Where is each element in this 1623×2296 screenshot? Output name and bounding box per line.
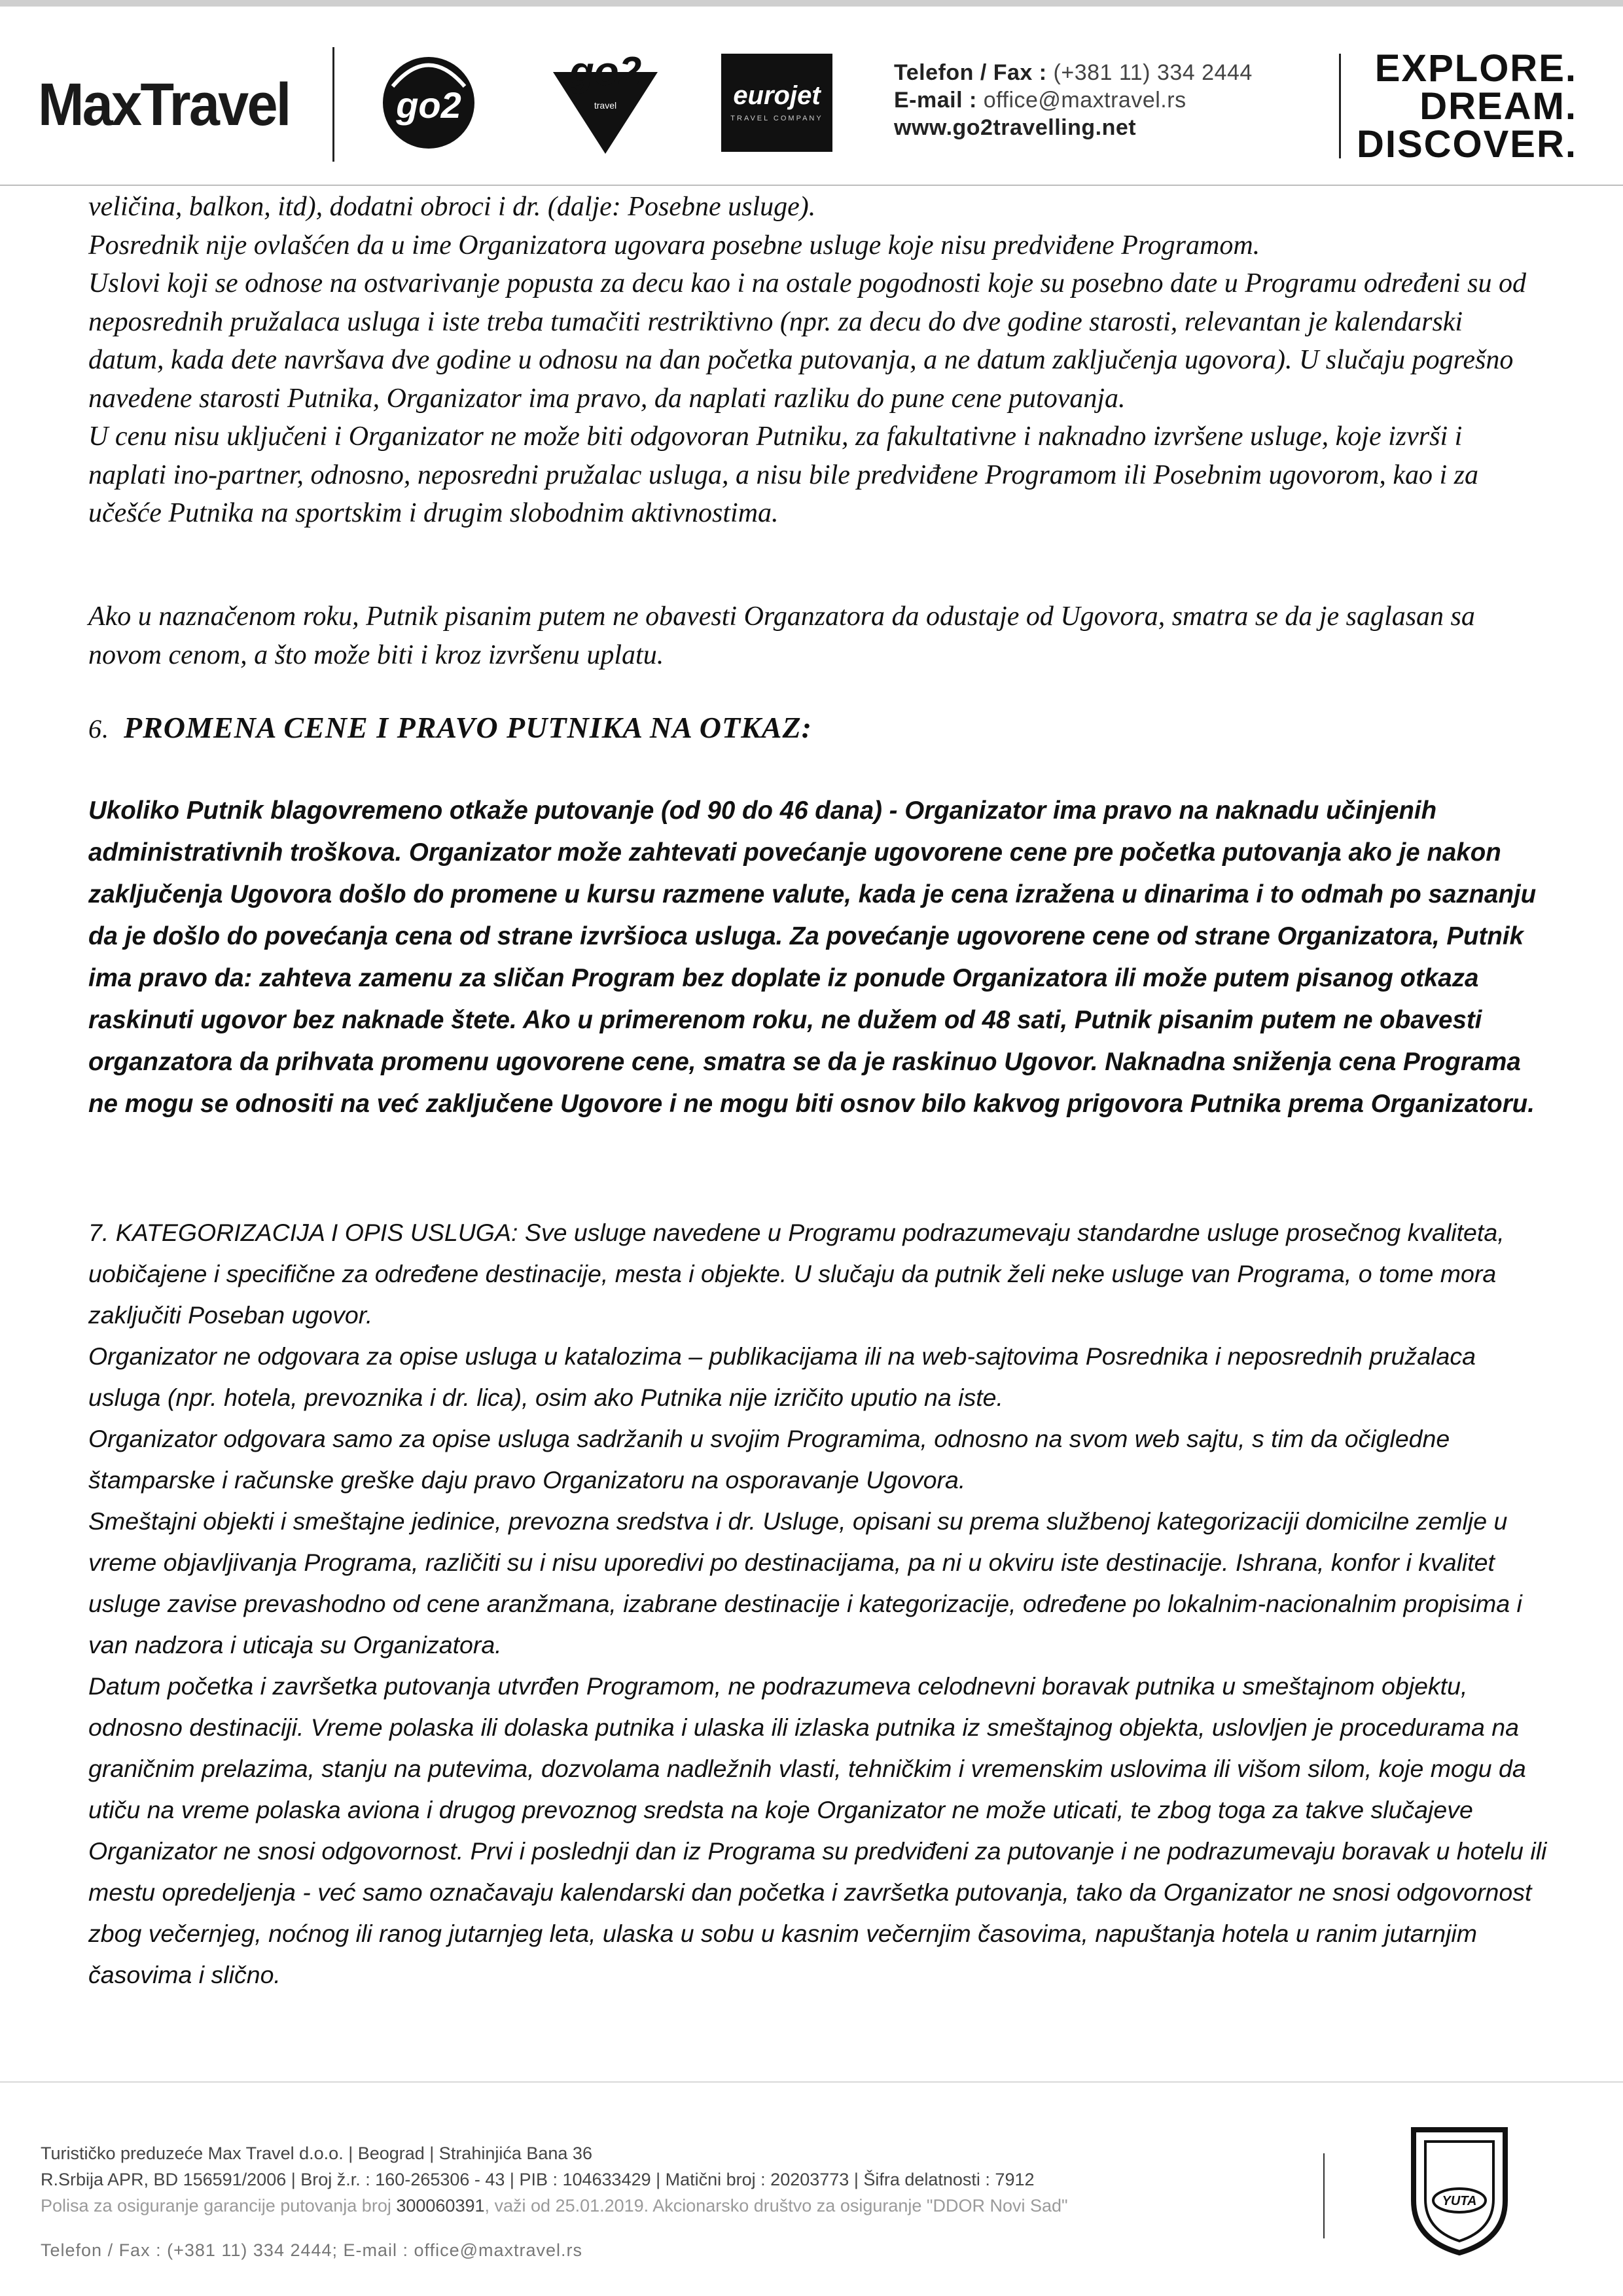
section6-title: PROMENA CENE I PRAVO PUTNIKA NA OTKAZ: — [124, 711, 812, 744]
footer-rule — [0, 2081, 1623, 2083]
eurojet-logo-sub: TRAVEL COMPANY — [730, 115, 823, 122]
paragraph: U cenu nisu uključeni i Organizator ne može biti odgovoran Putniku, za fakultativne i naknadno izvršene usluge, koje izvrši i naplati ino-partner, odnosno, neposredni pružalac usluga, a nisu bile predviđene Programom ili Posebnim ugovorom, kao i za učešće Putnika na sportskim i drugim slobodnim aktivnostima. — [88, 422, 1478, 528]
eurojet-logo-text: eurojet — [733, 81, 821, 110]
slogan-line-2: DREAM. — [1419, 85, 1577, 128]
footer — [0, 2081, 1623, 2296]
top-border — [0, 0, 1623, 7]
paragraph: 7. KATEGORIZACIJA I OPIS USLUGA: Sve usluge navedene u Programu podrazumevaju standardne usluge prosečnog kvaliteta, uobičajene i specifične za određene destinacije, mesta i objekte. U slučaju da putnik želi neke usluge van Programa, o tome mora zaključiti Poseban ugovor. — [88, 1219, 1505, 1329]
paragraph: veličina, balkon, itd), dodatni obroci i dr. (dalje: Posebne usluge). — [88, 192, 816, 222]
section7-body — [88, 1212, 1548, 1996]
header-divider-right — [1339, 54, 1341, 158]
paragraph: Organizator ne odgovara za opise usluga u katalozima – publikacijama ili na web-sajtovima Posrednika i neposrednih pružalaca usluga (npr. hotela, prevoznika i dr. lica), osim ako Putnika nije izričito uputio na iste. — [88, 1342, 1476, 1411]
footer-policy-suffix: , važi od 25.01.2019. Akcionarsko društvo za osiguranje "DDOR Novi Sad" — [484, 2196, 1068, 2215]
yuta-badge-text: YUTA — [1442, 2194, 1477, 2208]
eurojet-logo — [721, 54, 832, 152]
paragraph: Datum početka i završetka putovanja utvrđen Programom, ne podrazumeva celodnevni boravak putnika u smeštajnom objektu, odnosno destinaciji. Vreme polaska ili dolaska putnika i ulaska ili izlaska putnika iz smeštajnog objekta, uslovljen je procedurama na graničnim prelazima, stanju na putevima, dozvolama nadležnih vlasti, tehničkim i vremenskim uslovima ili višom silom, koje mogu da utiču na vreme polaska aviona i drugog prevoznog sredsta na koje Organizator ne može uticati, te zbog toga za takve slučajeve Organizator ne snosi odgovornost. Prvi i poslednji dan iz Programa su predviđeni za putovanje i ne podrazumevaju boravak u hotelu ili mestu opredeljenja - već samo označavaju kalendarski dan početka i završetka putovanja, tako da Organizator ne snosi odgovornost zbog večernjeg, noćnog ili ranog jutarnjeg leta, ulaska u sobu u kasnim večernjim časovima, napuštanja hotela u ranim jutarnjim časovima i slično. — [88, 1672, 1547, 1988]
go2-travel-logo-sub: travel — [594, 100, 617, 111]
slogan-line-3: DISCOVER. — [1356, 123, 1577, 166]
slogan-line-1: EXPLORE. — [1374, 47, 1577, 90]
paragraph: Posrednik nije ovlašćen da u ime Organizatora ugovara posebne usluge koje nisu predviđene Programom. — [88, 230, 1260, 260]
footer-policy-prefix: Polisa za osiguranje garancije putovanja broj — [41, 2196, 397, 2215]
go2-travel-logo-text: go2 — [569, 49, 642, 94]
section6-heading — [88, 710, 812, 745]
paragraph: Smeštajni objekti i smeštajne jedinice, prevozna sredstva i dr. Usluge, opisani su prema službenoj kategorizaciji domicilne zemlje u vreme objavljivanja Programa, različiti su i nisu uporedivi po destinacijama, pa ni u okviru iste destinacije. Ishrana, konfor i kvalitet usluge zavise prevashodno od cene aranžmana, izabrane destinacije i kategorizacije, određene po lokalnim-nacionalnim propisima i van nadzora i uticaja su Organizatora. — [88, 1507, 1522, 1659]
footer-line-2: R.Srbija APR, BD 156591/2006 | Broj ž.r. : 160-265306 - 43 | PIB : 104633429 | Matični broj : 20203773 | Šifra delatnosti : 7912 — [41, 2170, 1035, 2189]
header-contact — [894, 59, 1253, 141]
website-link[interactable]: www.go2travelling.net — [894, 115, 1137, 140]
phone-label: Telefon / Fax : — [894, 60, 1047, 85]
footer-line-1: Turističko preduzeće Max Travel d.o.o. | Beograd | Strahinjića Bana 36 — [41, 2144, 592, 2163]
header-divider — [332, 47, 334, 162]
footer-company-info — [41, 2140, 1068, 2263]
section6-body — [88, 790, 1548, 1125]
email-value[interactable]: office@maxtravel.rs — [983, 88, 1186, 113]
footer-line-3 — [41, 2193, 1068, 2219]
section6-number: 6. — [88, 714, 109, 744]
yuta-shield-icon — [1407, 2122, 1512, 2259]
paragraph: Ukoliko Putnik blagovremeno otkaže putovanje (od 90 do 46 dana) - Organizator ima pravo na naknadu učinjenih administrativnih troškova. Organizator može zahtevati povećanje ugovorene cene pre početka putovanja ako je nakon zaključenja Ugovora došlo do promene u kursu razmene valute, kada je cena izražena u dinarima i to odmah po saznanju da je došlo do povećanja cena od strane izvršioca usluga. Za povećanje ugovorene cene od strane Organizatora, Putnik ima pravo da: zahteva zamenu za sličan Program bez doplate iz ponude Organizatora ili može putem pisanog otkaza raskinuti ugovor bez naknade štete. Ako u primerenom roku, ne dužem od 48 sati, Putnik pisanim putem ne obavesti organzatora da prihvata promenu ugovorene cene, smatra se da je raskinuo Ugovor. Naknadna sniženja cena Programa ne mogu se odnositi na već zaključene Ugovore i ne mogu biti osnov bilo kakvog prigovora Putnika prema Organizatoru. — [88, 797, 1537, 1118]
footer-policy-number: 300060391 — [396, 2196, 485, 2215]
price-acceptance-paragraph — [88, 598, 1528, 674]
paragraph: Organizator odgovara samo za opise usluga sadržanih u svojim Programima, odnosno na svom web sajtu, s tim da očigledne štamparske i računske greške daju pravo Organizatoru na osporavanje Ugovora. — [88, 1425, 1450, 1494]
footer-contact: Telefon / Fax : (+381 11) 334 2444; E-mail : office@maxtravel.rs — [41, 2240, 583, 2260]
maxtravel-logo: MaxTravel — [38, 71, 290, 138]
go2-travel-logo — [543, 46, 668, 157]
paragraph: Ako u naznačenom roku, Putnik pisanim putem ne obavesti Organzatora da odustaje od Ugovora, smatra se da je saglasan sa novom cenom, a što može biti i kroz izvršenu uplatu. — [88, 601, 1475, 670]
letterhead — [0, 13, 1623, 170]
header-rule — [0, 185, 1623, 186]
email-label: E-mail : — [894, 88, 977, 113]
phone-value[interactable]: (+381 11) 334 2444 — [1053, 60, 1253, 85]
go2-logo-text: go2 — [396, 84, 461, 126]
paragraph: Uslovi koji se odnose na ostvarivanje popusta za decu kao i na ostale pogodnosti koje su posebno date u Programu određeni su od neposrednih pružalaca usluga i iste treba tumačiti restriktivno (npr. za decu do dve godine starosti, relevantan je kalendarski datum, kada dete navršava dve godine u odnosu na dan početka putovanja, a ne datum zaključenja ugovora). U slučaju pogrešno navedene starosti Putnika, Organizator ima pravo, da naplati razliku do pune cene putovanja. — [88, 268, 1526, 414]
go2-logo — [366, 47, 491, 158]
section5-continuation — [88, 188, 1528, 533]
footer-divider — [1323, 2153, 1325, 2238]
slogan — [1348, 47, 1577, 166]
